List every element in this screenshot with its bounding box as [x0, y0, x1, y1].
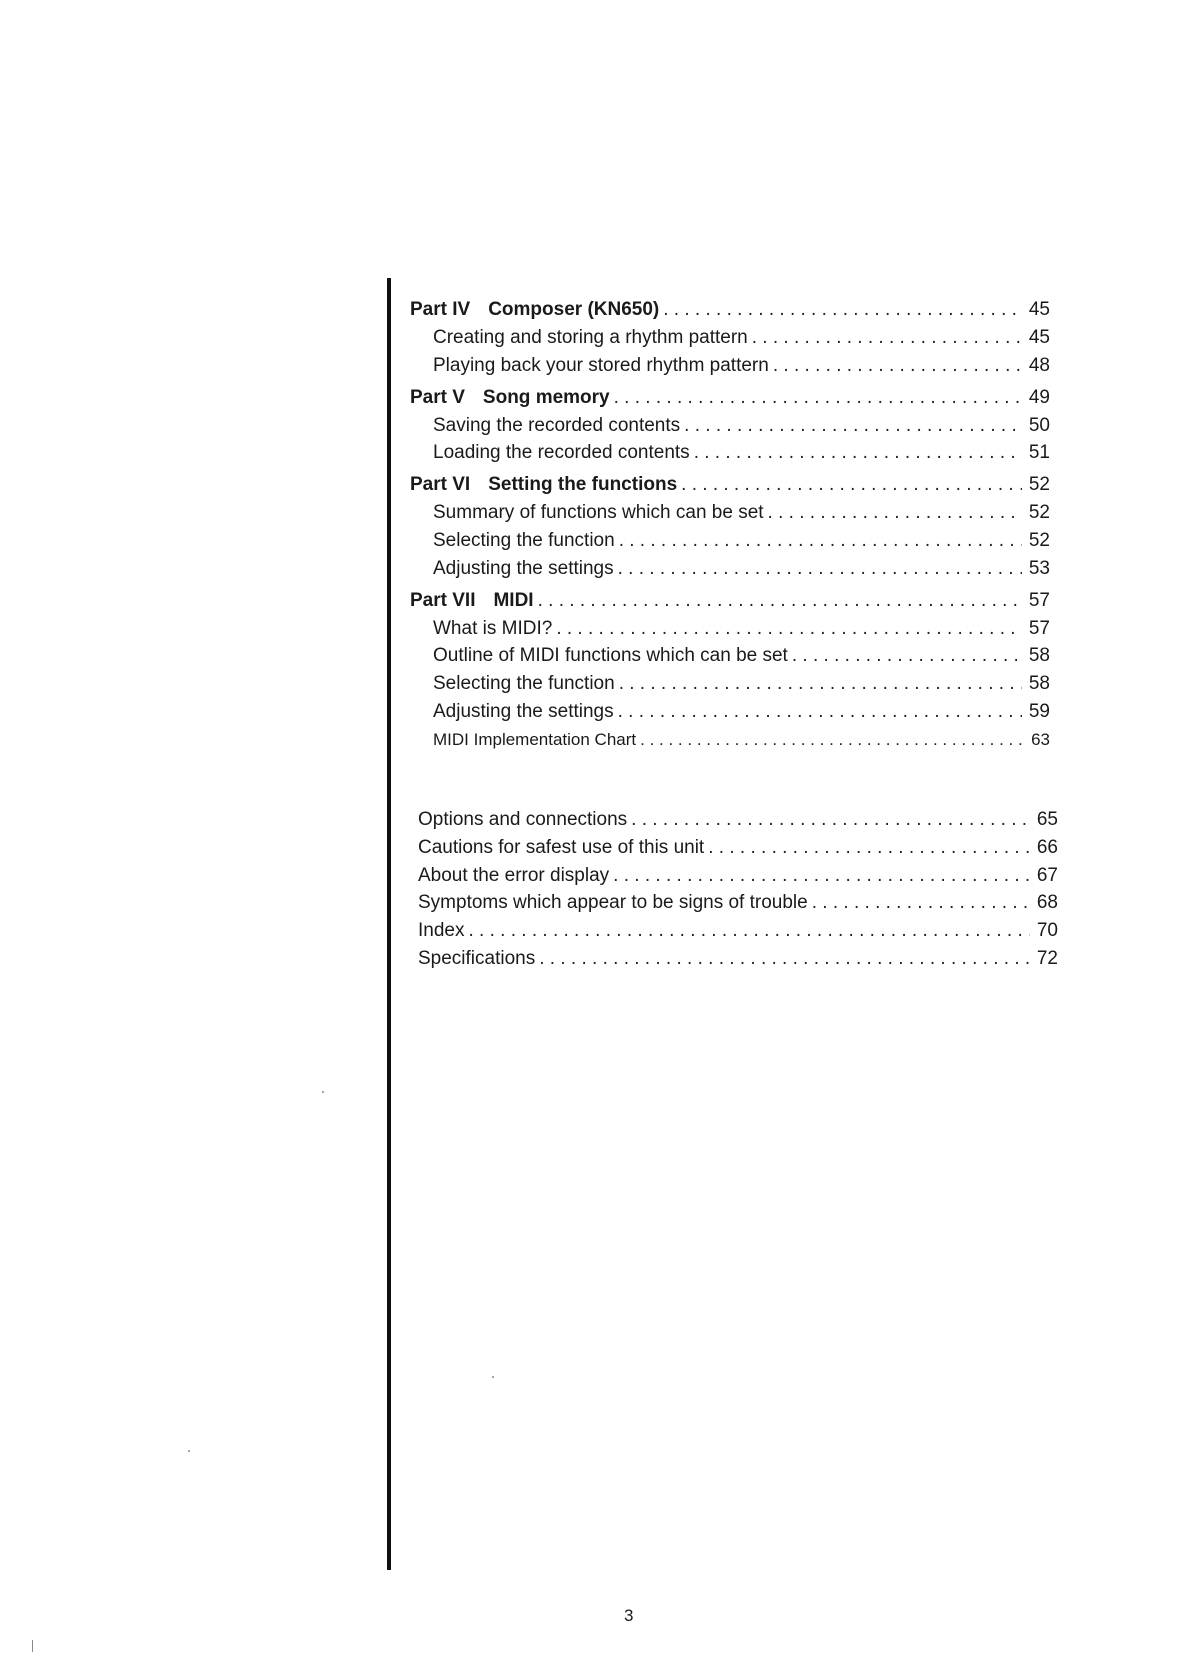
scan-speck — [322, 1091, 324, 1093]
dot-leader — [640, 726, 1022, 754]
dot-leader — [619, 527, 1022, 555]
toc-entry-title: Selecting the function — [433, 529, 615, 551]
margin-rule — [387, 278, 391, 1570]
toc-heading-label: Part IV Composer (KN650) — [410, 299, 660, 320]
dot-leader — [619, 670, 1022, 698]
toc-part-heading — [410, 587, 1050, 615]
toc-page-number: 48 — [1028, 354, 1050, 376]
toc-page-number: 49 — [1028, 386, 1050, 408]
dot-leader — [618, 555, 1022, 583]
toc-entry-title: Specifications — [418, 947, 536, 969]
toc-page-number: 63 — [1031, 729, 1050, 749]
dot-leader — [684, 412, 1022, 440]
toc-heading-label: Part VII MIDI — [410, 589, 534, 611]
toc-heading-label: Part VI Setting the functions — [410, 474, 678, 496]
toc-part-heading — [410, 296, 1050, 324]
dot-leader — [792, 642, 1022, 670]
toc-entry — [410, 670, 1050, 698]
toc-entry — [410, 499, 1050, 527]
toc-page-number: 50 — [1028, 414, 1050, 436]
toc-page-number: 52 — [1028, 502, 1050, 524]
toc-page-number: 52 — [1028, 529, 1050, 551]
toc-parts — [410, 296, 1050, 754]
dot-leader — [752, 324, 1022, 352]
scan-speck — [188, 1450, 190, 1452]
scan-speck — [492, 1376, 494, 1378]
toc-entry — [410, 439, 1050, 467]
toc-entry-title: Playing back your stored rhythm pattern — [433, 354, 769, 376]
toc-page-number: 58 — [1028, 673, 1050, 695]
toc-entry-title: MIDI Implementation Chart — [433, 729, 637, 749]
dot-leader — [539, 945, 1030, 973]
toc-entry — [410, 698, 1050, 726]
dot-leader — [708, 834, 1030, 862]
toc-page-number: 70 — [1036, 920, 1058, 942]
toc-page-number: 45 — [1028, 299, 1050, 320]
toc-entry-title: Adjusting the settings — [433, 700, 614, 722]
toc-entry-title: What is MIDI? — [433, 617, 553, 639]
toc-page-number: 59 — [1028, 700, 1050, 722]
toc-entry — [410, 642, 1050, 670]
toc-entry-title: Selecting the function — [433, 673, 615, 695]
toc-page-number: 67 — [1036, 864, 1058, 886]
dot-leader — [631, 806, 1030, 834]
toc-entry-title: Loading the recorded contents — [433, 442, 690, 464]
toc-heading-label: Part V Song memory — [410, 386, 610, 408]
dot-leader — [538, 587, 1022, 615]
toc-page-number: 57 — [1028, 589, 1050, 611]
toc-page-number: 57 — [1028, 617, 1050, 639]
toc-entry — [418, 917, 1058, 945]
toc-entry — [418, 889, 1058, 917]
toc-page-number: 45 — [1028, 327, 1050, 348]
dot-leader — [773, 352, 1022, 380]
dot-leader — [613, 862, 1030, 890]
scan-speck — [32, 1640, 33, 1652]
dot-leader — [663, 296, 1022, 324]
toc-page-number: 68 — [1036, 892, 1058, 914]
toc-entry-title: About the error display — [418, 864, 610, 886]
toc-page-number: 72 — [1036, 947, 1058, 969]
toc-page-number: 51 — [1028, 442, 1050, 464]
toc-page-number: 53 — [1028, 557, 1050, 579]
toc-entry-title: Symptoms which appear to be signs of trouble — [418, 892, 808, 914]
toc-part-heading — [410, 384, 1050, 412]
toc-entry-title: Index — [418, 920, 465, 942]
toc-entry — [418, 945, 1058, 973]
toc-entry — [418, 806, 1058, 834]
toc-entry — [410, 412, 1050, 440]
toc-entry — [418, 862, 1058, 890]
toc-page-number: 52 — [1028, 474, 1050, 496]
toc-entry — [410, 527, 1050, 555]
toc-entry-title: Summary of functions which can be set — [433, 502, 764, 524]
toc-entry-title: Cautions for safest use of this unit — [418, 836, 705, 858]
toc-part-heading — [410, 471, 1050, 499]
toc-entry — [410, 352, 1050, 380]
toc-entry — [410, 726, 1050, 754]
page-number: 3 — [624, 1606, 634, 1625]
dot-leader — [812, 889, 1030, 917]
toc-entry — [410, 555, 1050, 583]
dot-leader — [694, 439, 1022, 467]
toc-entry — [418, 834, 1058, 862]
dot-leader — [614, 384, 1022, 412]
dot-leader — [556, 615, 1022, 643]
toc-entry — [410, 615, 1050, 643]
dot-leader — [681, 471, 1022, 499]
toc-misc — [418, 806, 1058, 973]
dot-leader — [468, 917, 1030, 945]
dot-leader — [618, 698, 1022, 726]
toc-entry-title: Outline of MIDI functions which can be set — [433, 645, 788, 667]
toc-entry-title: Creating and storing a rhythm pattern — [433, 327, 748, 348]
dot-leader — [768, 499, 1022, 527]
toc-entry — [410, 324, 1050, 352]
toc-entry-title: Options and connections — [418, 809, 628, 830]
toc-entry-title: Adjusting the settings — [433, 557, 614, 579]
toc-page-number: 58 — [1028, 645, 1050, 667]
toc-entry-title: Saving the recorded contents — [433, 414, 681, 436]
toc-page-number: 65 — [1036, 809, 1058, 830]
toc-page-number: 66 — [1036, 836, 1058, 858]
